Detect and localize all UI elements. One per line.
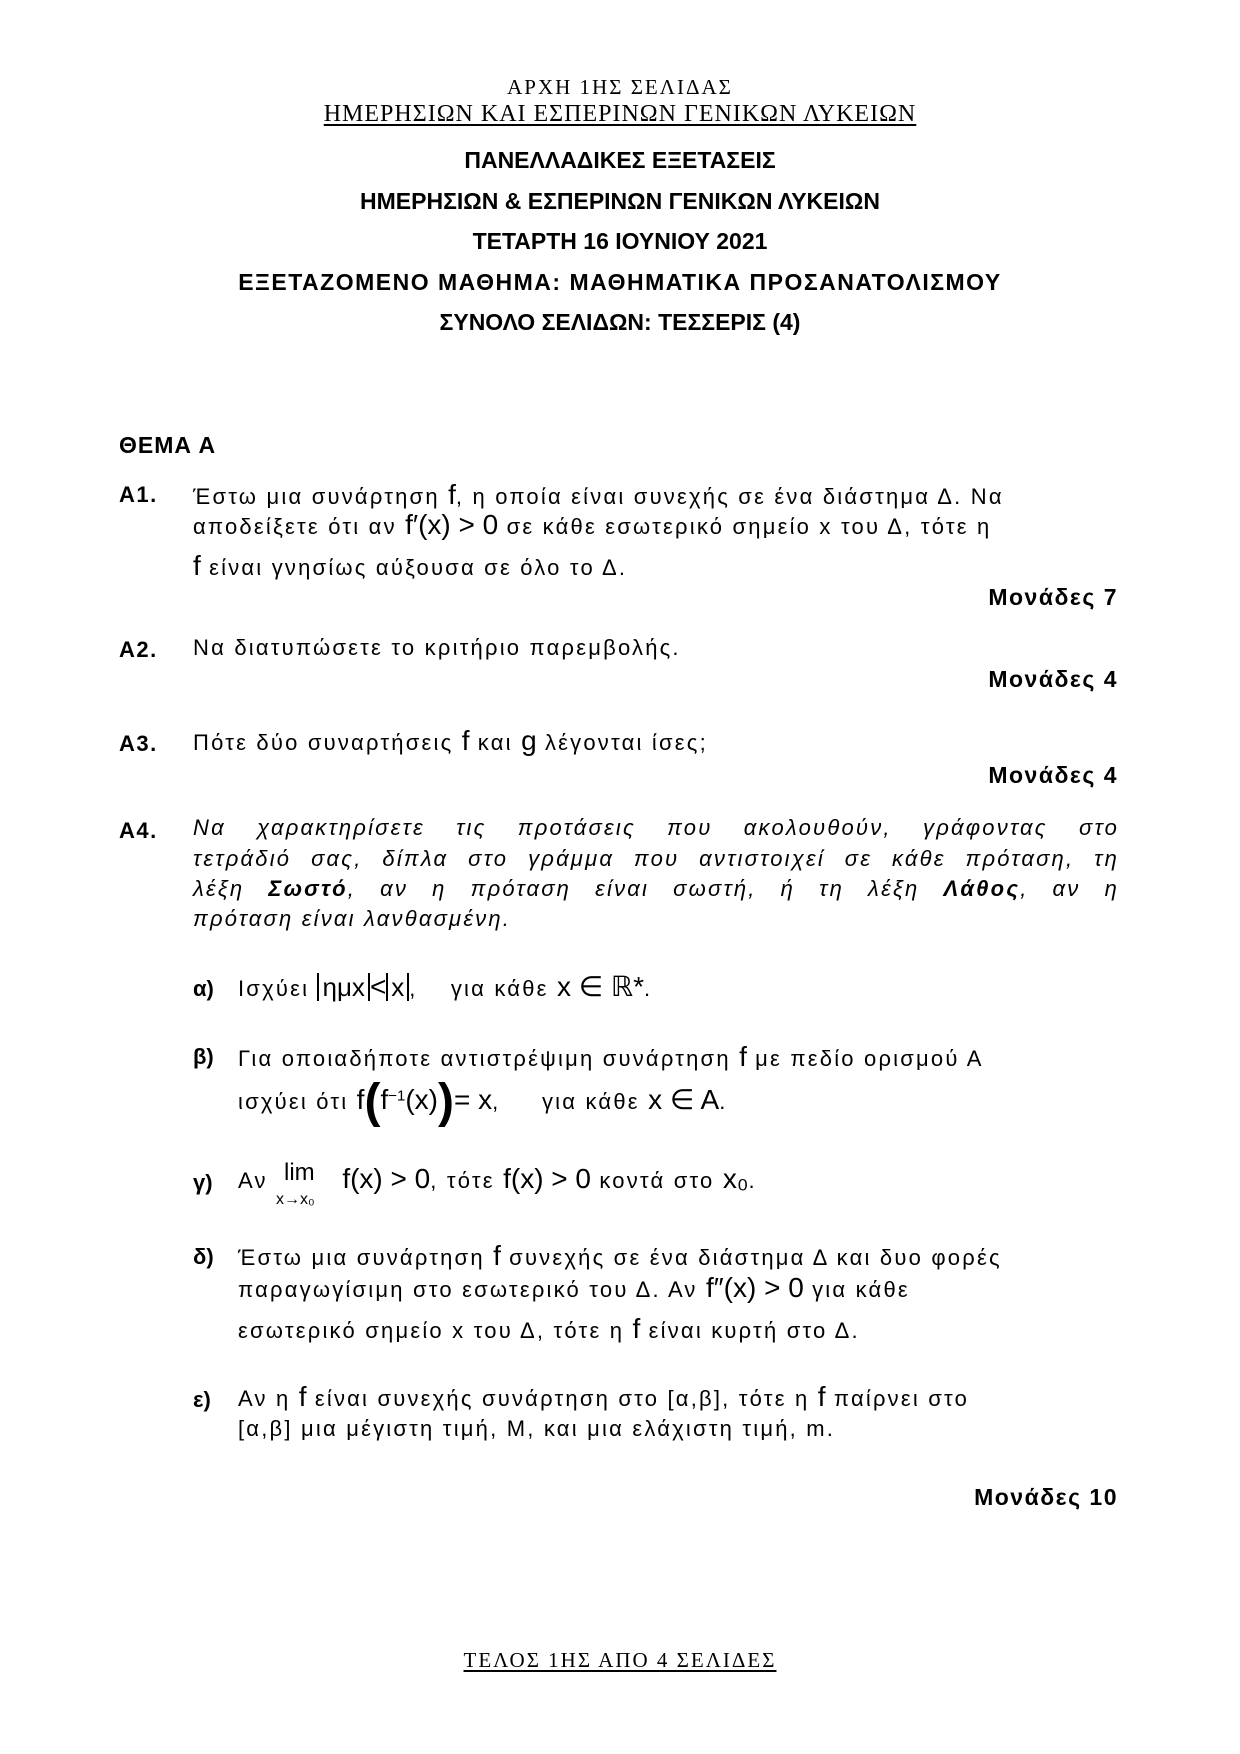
a4-line-1: Να χαρακτηρίσετε τις προτάσεις που ακολουθούν, γράφοντας στο <box>193 815 1119 840</box>
item-c-line <box>238 1159 757 1208</box>
item-b-fn: f <box>356 1084 365 1115</box>
item-d-expr: f″(x) > 0 <box>705 1272 804 1303</box>
a3-t3: λέγονται ίσες; <box>544 730 708 755</box>
school-type-header <box>0 101 1240 128</box>
a1-line-1 <box>193 479 1004 511</box>
exam-title: ΠΑΝΕΛΛΑΔΙΚΕΣ ΕΞΕΤΑΣΕΙΣ <box>464 147 776 173</box>
big-paren-close: ) <box>437 1075 454 1128</box>
abs-sin-x: ημx <box>317 973 369 1001</box>
item-c-x0: x₀ <box>722 1163 749 1194</box>
exam-schools: ΗΜΕΡΗΣΙΩΝ & ΕΣΠΕΡΙΝΩΝ ΓΕΝΙΚΩΝ ΛΥΚΕΙΩΝ <box>360 188 880 214</box>
a1-line-2 <box>193 509 991 541</box>
a1-l1a: Έστω μια συνάρτηση <box>193 484 440 509</box>
item-a-comma: , <box>409 976 418 1001</box>
item-c-expr1: f(x) > 0 <box>342 1163 431 1194</box>
question-label-a3: Α3. <box>119 731 158 756</box>
exam-subject: ΕΞΕΤΑΖΟΜΕΝΟ ΜΑΘΗΜΑ: ΜΑΘΗΜΑΤΙΚΑ ΠΡΟΣΑΝΑΤΟΛΙΣΜΟΥ <box>238 269 1002 295</box>
item-c-t2: , τότε <box>430 1168 495 1193</box>
a2-text: Να διατυπώσετε το κριτήριο παρεμβολής. <box>193 635 681 660</box>
item-b-end: . <box>719 1089 728 1114</box>
exam-page-count: ΣΥΝΟΛΟ ΣΕΛΙΔΩΝ: ΤΕΣΣΕΡΙΣ (4) <box>439 309 801 335</box>
a3-f-symbol: f <box>461 725 470 756</box>
item-c-end: . <box>748 1168 757 1193</box>
item-b-line-1 <box>238 1041 984 1073</box>
item-c-expr2: f(x) > 0 <box>503 1163 592 1194</box>
item-a-set: x ∈ ℝ* <box>556 971 645 1002</box>
a4-marks: Μονάδες 10 <box>974 1484 1118 1510</box>
item-e-l1b: είναι συνεχής συνάρτηση στο [α,β], τότε η <box>314 1386 810 1411</box>
big-paren-open: ( <box>364 1075 381 1128</box>
item-d-line-2 <box>238 1272 910 1304</box>
item-b-inverse: −1 <box>388 1087 406 1105</box>
item-label-b: β) <box>193 1044 214 1069</box>
item-e-f-symbol-2: f <box>817 1381 826 1412</box>
a3-line <box>193 725 708 757</box>
item-b-l1b: με πεδίο ορισμού Α <box>755 1046 984 1071</box>
question-label-a4: Α4. <box>119 818 158 843</box>
a1-derivative-expr: f′(x) > 0 <box>405 509 499 540</box>
a4-line-2: τετράδιό σας, δίπλα στο γράμμα που αντιστοιχεί σε κάθε πρόταση, τη <box>193 846 1119 871</box>
item-b-l1a: Για οποιαδήποτε αντιστρέψιμη συνάρτηση <box>238 1046 731 1071</box>
a1-l2b: σε κάθε εσωτερικό σημείο x του Δ, τότε η <box>506 514 992 539</box>
item-label-e: ε) <box>193 1387 211 1412</box>
item-b-set: x ∈ A <box>648 1084 720 1115</box>
limit-notation <box>276 1159 334 1208</box>
a4-line-4: πρόταση είναι λανθασμένη. <box>193 906 512 931</box>
item-e-f-symbol: f <box>298 1381 307 1412</box>
item-d-line-1 <box>238 1240 1002 1272</box>
question-label-a2: Α2. <box>119 637 158 662</box>
a3-marks: Μονάδες 4 <box>988 762 1118 788</box>
item-c-t3: κοντά στο <box>599 1168 715 1193</box>
item-b-f-symbol: f <box>739 1041 747 1072</box>
item-c-t1: Αν <box>238 1168 268 1193</box>
a1-f-symbol-2: f <box>193 550 201 581</box>
item-b-t2: για κάθε <box>541 1089 640 1114</box>
a4-l3c: , αν η <box>1020 876 1119 901</box>
a4-l3b: , αν η πρόταση είναι σωστή, ή τη λέξη <box>347 876 920 901</box>
correct-word: Σωστό <box>268 876 348 901</box>
a3-t2: και <box>477 730 513 755</box>
item-b-arg: (x) <box>405 1084 438 1115</box>
item-d-l1b: συνεχής σε ένα διάστημα Δ και δυο φορές <box>509 1245 1002 1270</box>
a3-g-symbol: g <box>521 725 537 756</box>
lim-subscript: x→x₀ <box>276 1191 315 1208</box>
item-b-line-2 <box>238 1074 728 1129</box>
a1-l3: είναι γνησίως αύξουσα σε όλο το Δ. <box>209 555 628 580</box>
item-b-eq: = x <box>453 1084 493 1115</box>
a2-marks: Μονάδες 4 <box>988 666 1118 692</box>
item-e-l1a: Αν η <box>238 1386 291 1411</box>
a1-f-symbol: f <box>448 479 456 510</box>
item-d-l3a: εσωτερικό σημείο x του Δ, τότε η <box>238 1318 625 1343</box>
item-b-inner-f: f <box>380 1084 389 1115</box>
a1-l1b: , η οποία είναι συνεχής σε ένα διάστημα Δ. Να <box>455 484 1004 509</box>
item-b-comma: , <box>492 1089 501 1114</box>
item-b-l2a: ισχύει ότι <box>238 1089 349 1114</box>
item-d-line-3 <box>238 1313 860 1345</box>
item-a-t2: για κάθε <box>450 976 549 1001</box>
a1-l2a: αποδείξετε ότι αν <box>193 514 397 539</box>
item-a-t1: Ισχύει <box>238 976 310 1001</box>
school-type-text: ΗΜΕΡΗΣΙΩΝ ΚΑΙ ΕΣΠΕΡΙΝΩΝ ΓΕΝΙΚΩΝ ΛΥΚΕΙΩΝ <box>323 101 917 127</box>
item-d-f-symbol-2: f <box>632 1313 641 1344</box>
item-d-f-symbol: f <box>493 1240 501 1271</box>
footer-text: ΤΕΛΟΣ 1ΗΣ ΑΠΟ 4 ΣΕΛΙΔΕΣ <box>463 1648 777 1672</box>
a1-marks: Μονάδες 7 <box>988 584 1118 610</box>
a4-l3a: λέξη <box>193 876 245 901</box>
abs-x: x <box>386 973 409 1001</box>
a1-line-3 <box>193 550 627 582</box>
item-a-line <box>238 970 652 1003</box>
item-e-line-2: [α,β] μια μέγιστη τιμή, Μ, και μια ελάχιστη τιμή, m. <box>238 1416 836 1441</box>
item-e-line-1 <box>238 1381 969 1413</box>
item-d-l3b: είναι κυρτή στο Δ. <box>648 1318 860 1343</box>
page-footer <box>0 1648 1240 1673</box>
lim-word: lim <box>284 1159 315 1186</box>
item-d-l2b: για κάθε <box>812 1277 910 1302</box>
item-label-a: α) <box>193 976 214 1001</box>
item-d-l2a: παραγωγίσιμη στο εσωτερικό του Δ. Αν <box>238 1277 698 1302</box>
exam-date: ΤΕΤΑΡΤΗ 16 ΙΟΥΝΙΟΥ 2021 <box>472 228 768 254</box>
item-d-l1a: Έστω μια συνάρτηση <box>238 1245 485 1270</box>
item-label-c: γ) <box>193 1170 213 1195</box>
item-label-d: δ) <box>193 1244 214 1269</box>
item-e-l1c: παίρνει στο <box>833 1386 970 1411</box>
less-than-symbol: < <box>369 971 387 1002</box>
wrong-word: Λάθος <box>943 876 1021 901</box>
a3-t1: Πότε δύο συναρτήσεις <box>193 730 454 755</box>
item-a-end: . <box>644 976 653 1001</box>
question-label-a1: Α1. <box>119 482 158 507</box>
page-start-label: ΑΡΧΗ 1ΗΣ ΣΕΛΙΔΑΣ <box>507 75 733 99</box>
a4-line-3 <box>193 876 1119 902</box>
theme-title: ΘΕΜΑ Α <box>119 432 217 458</box>
